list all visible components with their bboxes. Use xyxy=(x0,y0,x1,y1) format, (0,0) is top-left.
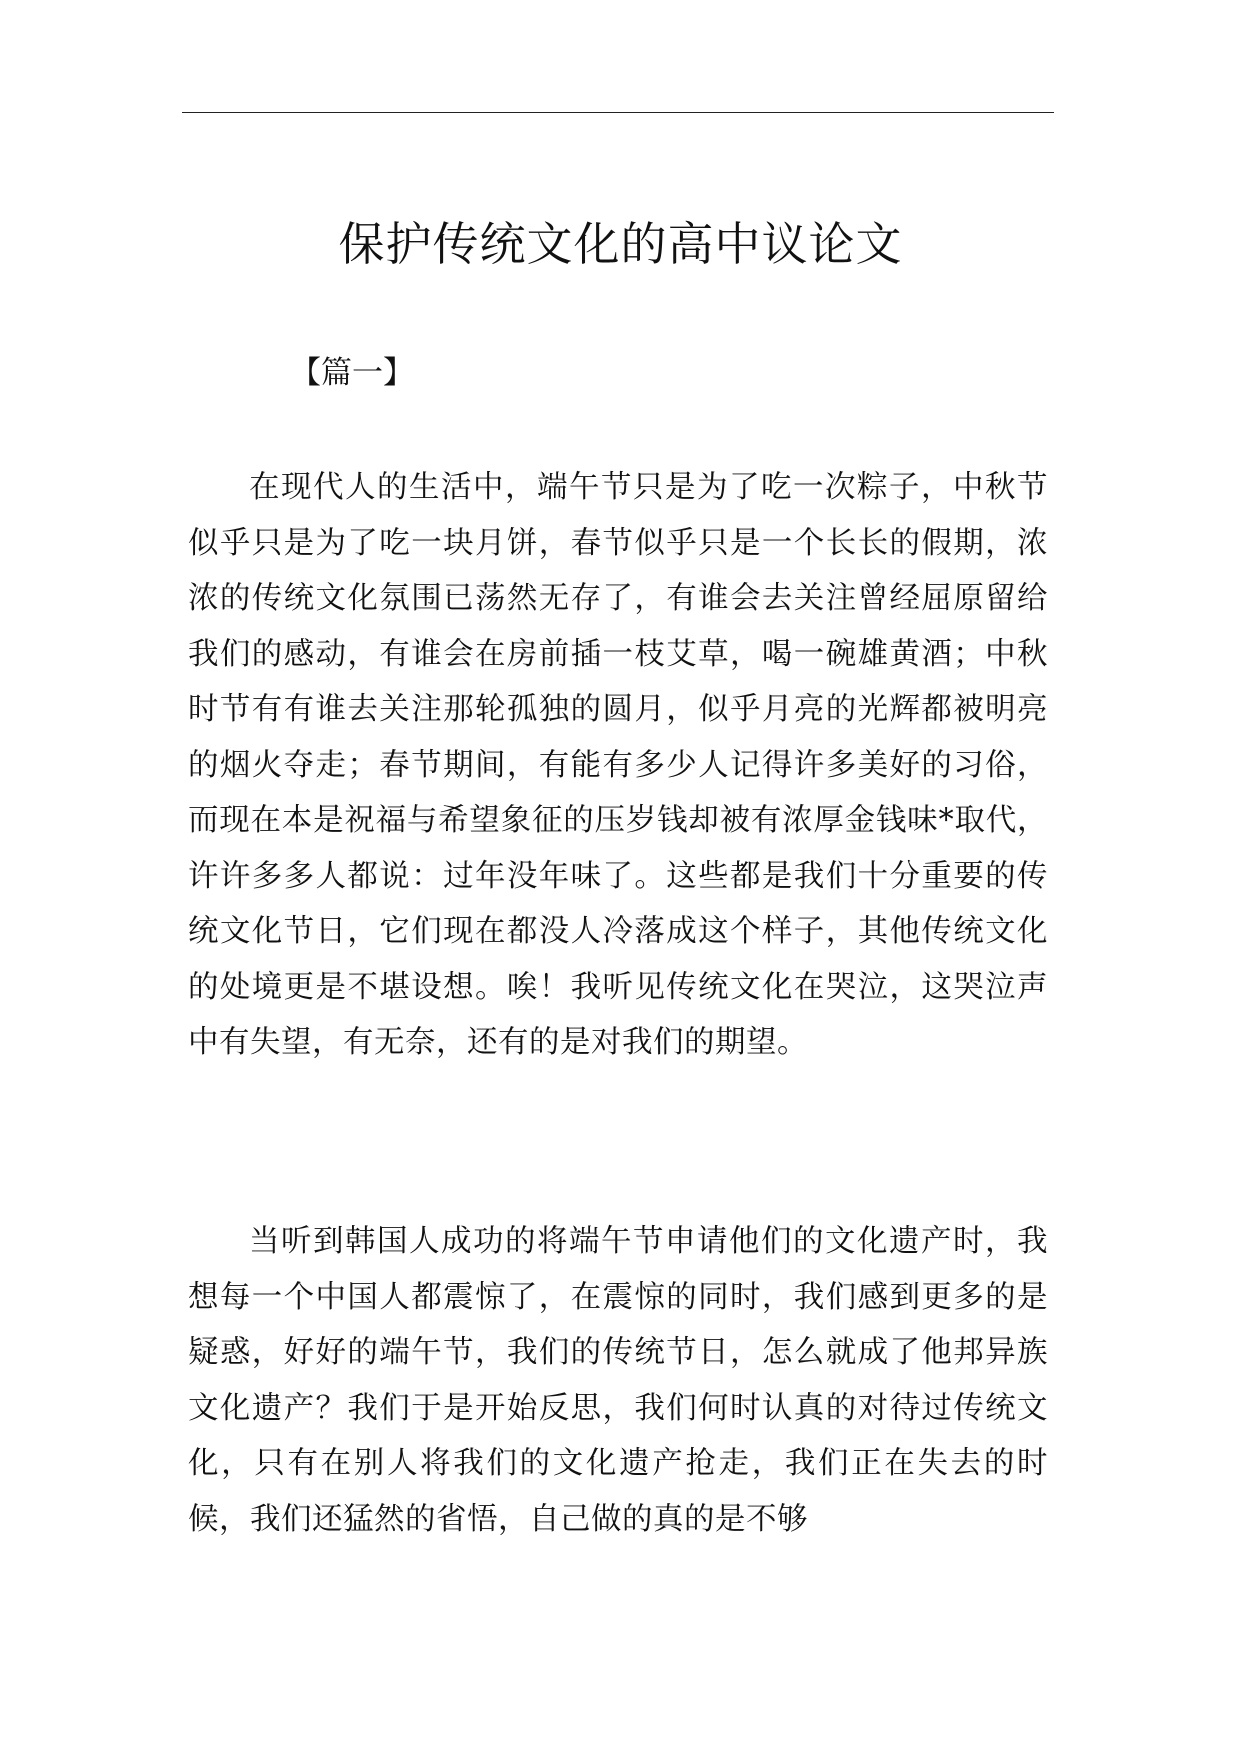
header-rule xyxy=(182,112,1054,113)
body-paragraph-1: 在现代人的生活中，端午节只是为了吃一次粽子，中秋节似乎只是为了吃一块月饼，春节似乎只是一个长长的假期，浓浓的传统文化氛围已荡然无存了，有谁会去关注曾经屈原留给我们的感动，有谁会在房前插一枝艾草，喝一碗雄黄酒；中秋时节有有谁去关注那轮孤独的圆月，似乎月亮的光辉都被明亮的烟火夺走；春节期间，有能有多少人记得许多美好的习俗，而现在本是祝福与希望象征的压岁钱却被有浓厚金钱味*取代，许许多多人都说：过年没年味了。这些都是我们十分重要的传统文化节日，它们现在都没人冷落成这个样子，其他传统文化的处境更是不堪设想。唉！我听见传统文化在哭泣，这哭泣声中有失望，有无奈，还有的是对我们的期望。 xyxy=(188,470,1048,1060)
page-title: 保护传统文化的高中议论文 xyxy=(338,217,903,271)
body-paragraph-2: 当听到韩国人成功的将端午节申请他们的文化遗产时，我想每一个中国人都震惊了，在震惊的同时，我们感到更多的是疑惑，好好的端午节，我们的传统节日，怎么就成了他邦异族文化遗产？我们于是开始反思，我们何时认真的对待过传统文化，只有在别人将我们的文化遗产抢走，我们正在失去的时候，我们还猛然的省悟，自己做的真的是不够 xyxy=(188,1224,1048,1537)
section-label: 【篇一】 xyxy=(290,355,414,391)
